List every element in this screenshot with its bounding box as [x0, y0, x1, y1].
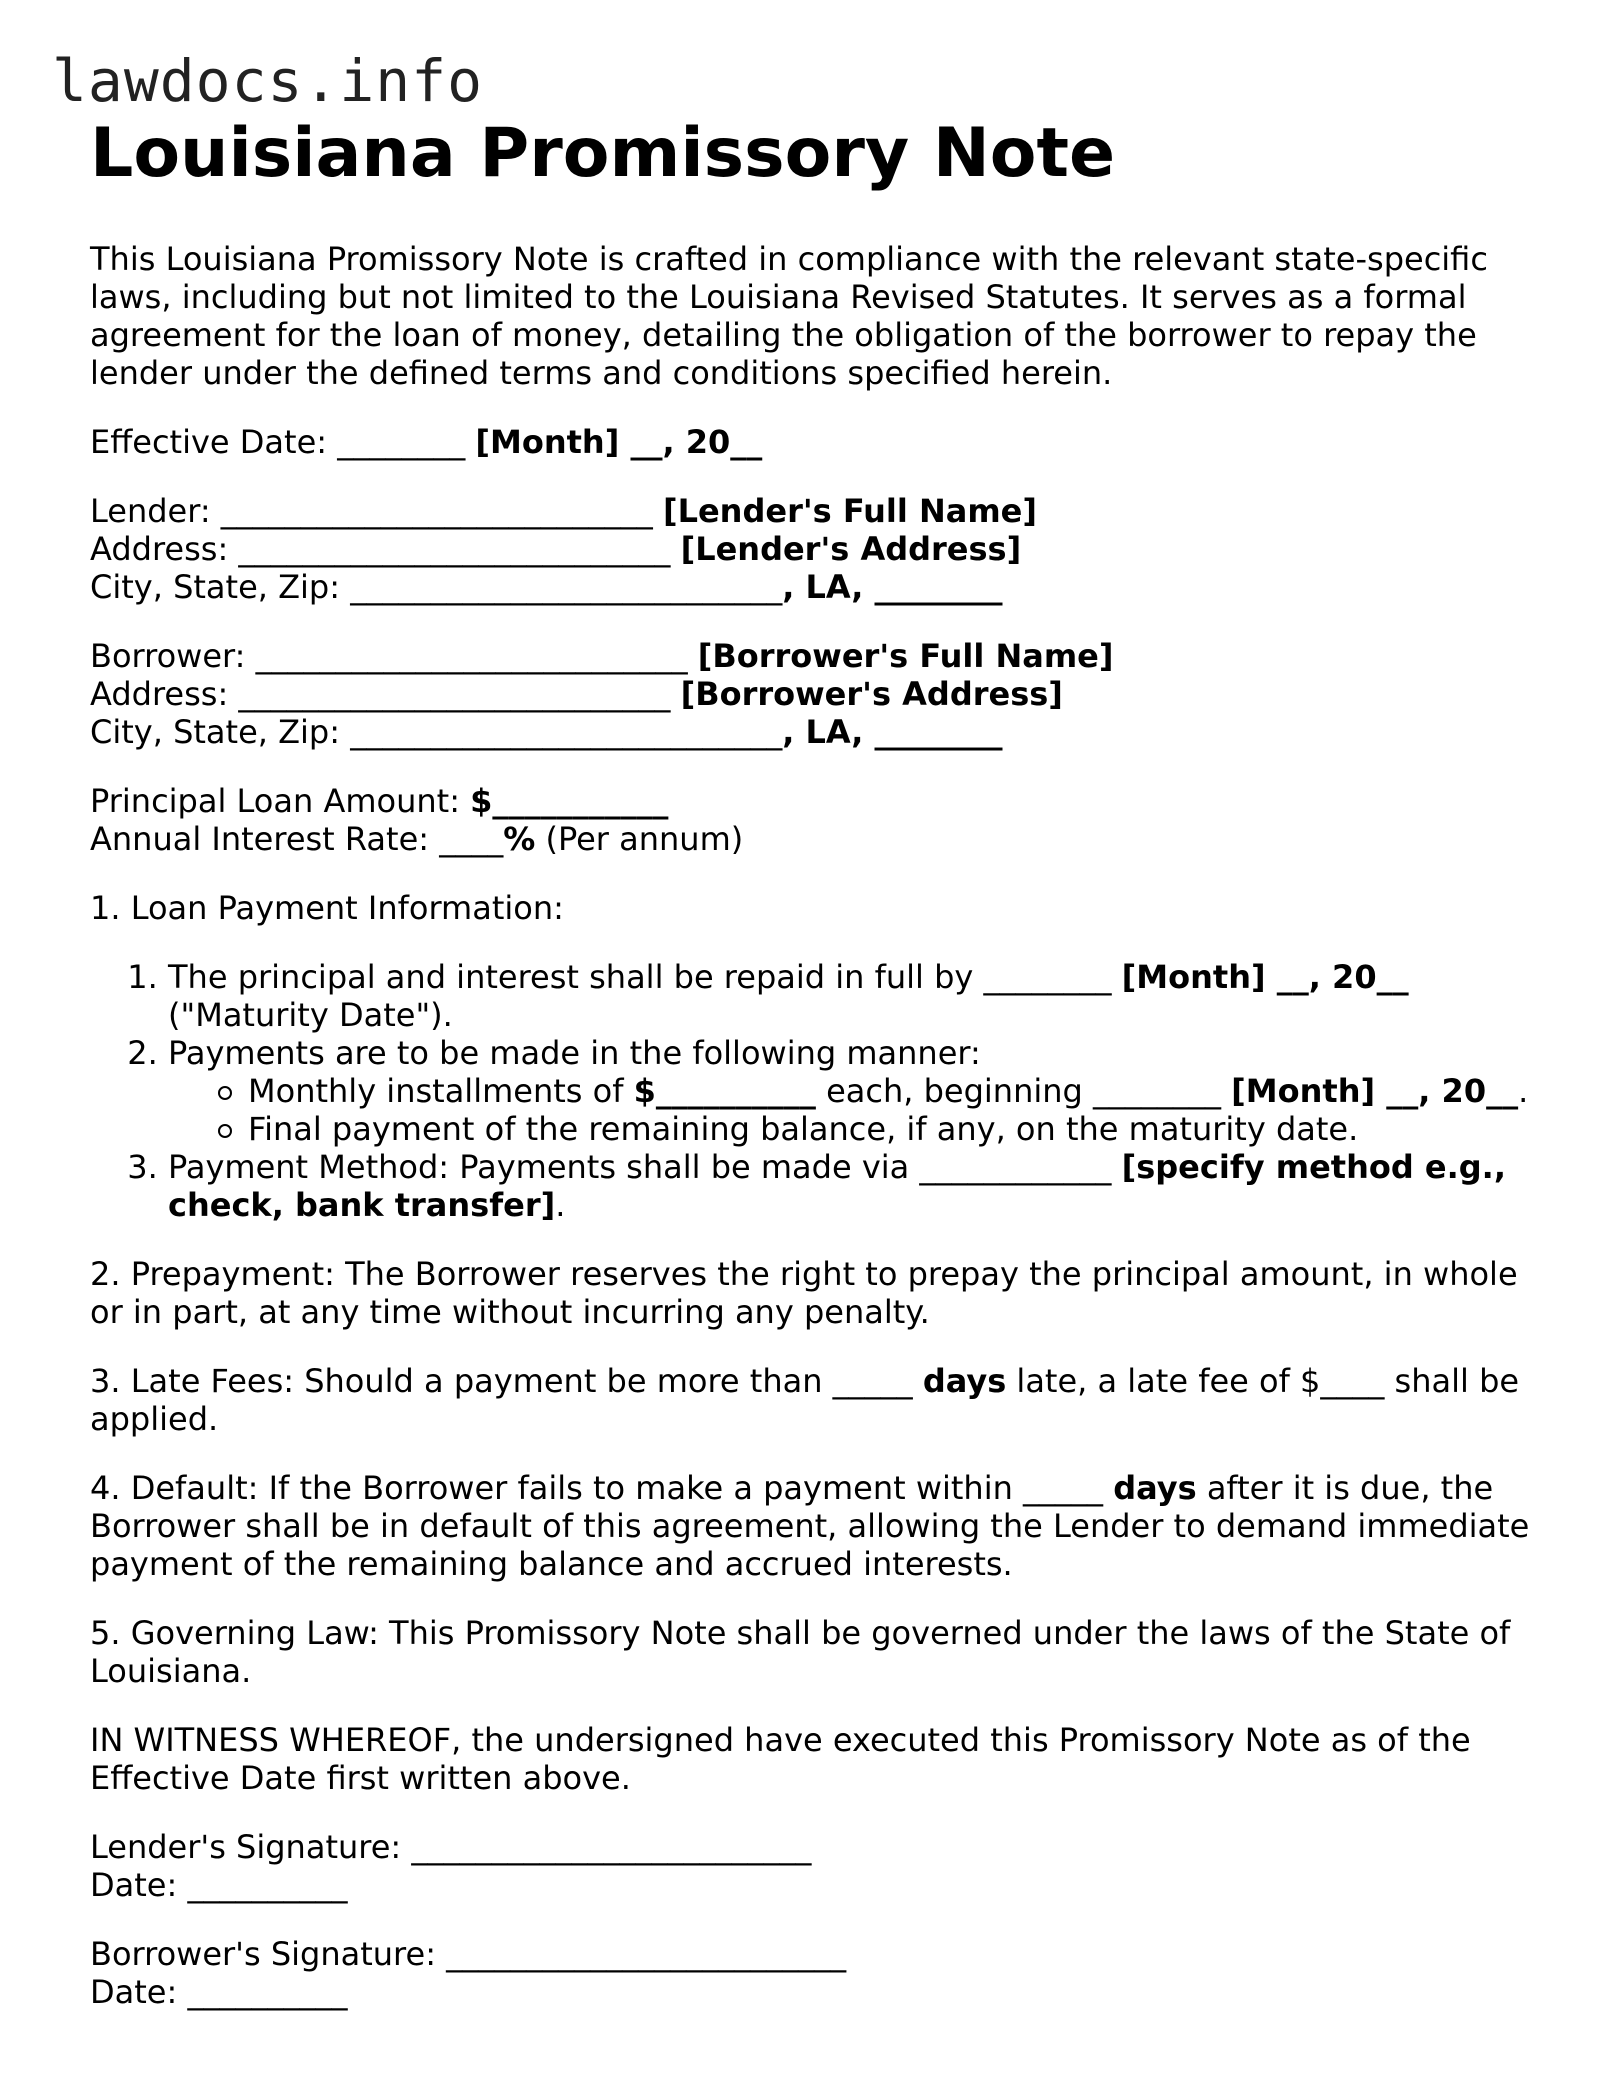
- section-2-prepayment: 2. Prepayment: The Borrower reserves the right to prepay the principal amount, in whole or in part, at any time without incurring any penalty.: [90, 1255, 1518, 1331]
- section-3-late-fees: [90, 1362, 1530, 1438]
- interest-rate-suffix: (Per annum): [535, 820, 744, 858]
- section4-c: after it is due, the Borrower shall be in default of this agreement, allowing the Lender to demand immediate payment of the remaining balance and accrued interests.: [90, 1469, 1530, 1583]
- document-page: [90, 110, 1530, 2042]
- bullet1-a: Monthly installments of: [248, 1072, 634, 1110]
- borrower-name-label: Borrower: ___________________________: [90, 637, 698, 675]
- lender-signature-line: Lender's Signature: _________________________: [90, 1828, 812, 1866]
- borrower-signature-line: Borrower's Signature: _________________________: [90, 1935, 847, 1973]
- section3-c: late, a late fee of $____ shall be applied.: [90, 1362, 1520, 1438]
- borrower-city-value: , LA, ________: [782, 713, 1003, 751]
- lender-block: [90, 492, 1530, 606]
- bullet1-d: [Month] __, 20__: [1231, 1072, 1519, 1110]
- borrower-address-line: [90, 675, 1530, 713]
- section4-a: 4. Default: If the Borrower fails to make a payment within _____: [90, 1469, 1114, 1507]
- list-item: [168, 1148, 1530, 1224]
- borrower-block: [90, 637, 1530, 751]
- effective-date-value: [Month] __, 20__: [475, 423, 763, 461]
- section-4-default: [90, 1469, 1530, 1583]
- borrower-name-line: [90, 637, 1530, 675]
- item1-tail: ("Maturity Date").: [168, 996, 453, 1034]
- lender-name-line: [90, 492, 1530, 530]
- list-item: [168, 1034, 1530, 1148]
- borrower-address-label: Address: ___________________________: [90, 675, 681, 713]
- lender-city-line: [90, 568, 1530, 606]
- section3-a: 3. Late Fees: Should a payment be more than _____: [90, 1362, 923, 1400]
- section-1-heading: 1. Loan Payment Information:: [90, 889, 564, 927]
- lender-city-value: , LA, ________: [782, 568, 1003, 606]
- item2-text: Payments are to be made in the following manner:: [168, 1034, 981, 1072]
- item3-text: Payment Method: Payments shall be made via ____________: [168, 1148, 1122, 1186]
- borrower-city-label: City, State, Zip: ___________________________: [90, 713, 783, 751]
- bullet1-b: $__________: [633, 1072, 816, 1110]
- effective-date: [90, 423, 1530, 461]
- borrower-name-value: [Borrower's Full Name]: [697, 637, 1114, 675]
- lender-date-line: Date: __________: [90, 1866, 348, 1904]
- interest-rate-label: Annual Interest Rate: ____: [90, 820, 504, 858]
- lender-name-label: Lender: ___________________________: [90, 492, 663, 530]
- lender-signature-block: [90, 1828, 1530, 1904]
- interest-rate-value: %: [503, 820, 536, 858]
- document-title: Louisiana Promissory Note: [90, 114, 1116, 193]
- section3-b: days: [922, 1362, 1007, 1400]
- principal-line: [90, 782, 1530, 820]
- borrower-date-line: Date: __________: [90, 1973, 348, 2011]
- item3-bold: [specify method e.g., check, bank transfer]: [168, 1148, 1506, 1224]
- bullet1-c: each, beginning ________: [815, 1072, 1232, 1110]
- lender-address-line: [90, 530, 1530, 568]
- bullet1-e: .: [1518, 1072, 1529, 1110]
- section-5-governing-law: 5. Governing Law: This Promissory Note shall be governed under the laws of the State of Louisiana.: [90, 1614, 1511, 1690]
- item1-bold: [Month] __, 20__: [1121, 958, 1409, 996]
- interest-rate-line: [90, 820, 1530, 858]
- lender-address-label: Address: ___________________________: [90, 530, 681, 568]
- borrower-city-line: [90, 713, 1530, 751]
- bullet2-text: Final payment of the remaining balance, if any, on the maturity date.: [248, 1110, 1359, 1148]
- borrower-address-value: [Borrower's Address]: [680, 675, 1063, 713]
- witness-paragraph: IN WITNESS WHEREOF, the undersigned have executed this Promissory Note as of the Effective Date first written above.: [90, 1721, 1471, 1797]
- lender-address-value: [Lender's Address]: [680, 530, 1022, 568]
- payment-manner-list: [168, 1072, 1530, 1148]
- loan-terms-block: [90, 782, 1530, 858]
- payment-info-list: [90, 958, 1530, 1224]
- item1-text: The principal and interest shall be repaid in full by ________: [168, 958, 1122, 996]
- list-item: [168, 958, 1530, 1034]
- lender-city-label: City, State, Zip: ___________________________: [90, 568, 783, 606]
- item3-end: .: [555, 1186, 566, 1224]
- principal-value: $___________: [470, 782, 669, 820]
- section4-b: days: [1113, 1469, 1197, 1507]
- lender-name-value: [Lender's Full Name]: [662, 492, 1037, 530]
- intro-paragraph: This Louisiana Promissory Note is crafted in compliance with the relevant state-specific laws, including but not limited to the Louisiana Revised Statutes. It serves as a formal agreement for the loan of money, detailing the obligation of the borrower to repay the lender under the defined terms and conditions specified herein.: [90, 240, 1488, 392]
- principal-label: Principal Loan Amount:: [90, 782, 471, 820]
- list-item: [248, 1110, 1530, 1148]
- watermark-logo: lawdocs.info: [52, 47, 484, 115]
- effective-date-label: Effective Date: ________: [90, 423, 476, 461]
- list-item: [248, 1072, 1530, 1110]
- borrower-signature-block: [90, 1935, 1530, 2011]
